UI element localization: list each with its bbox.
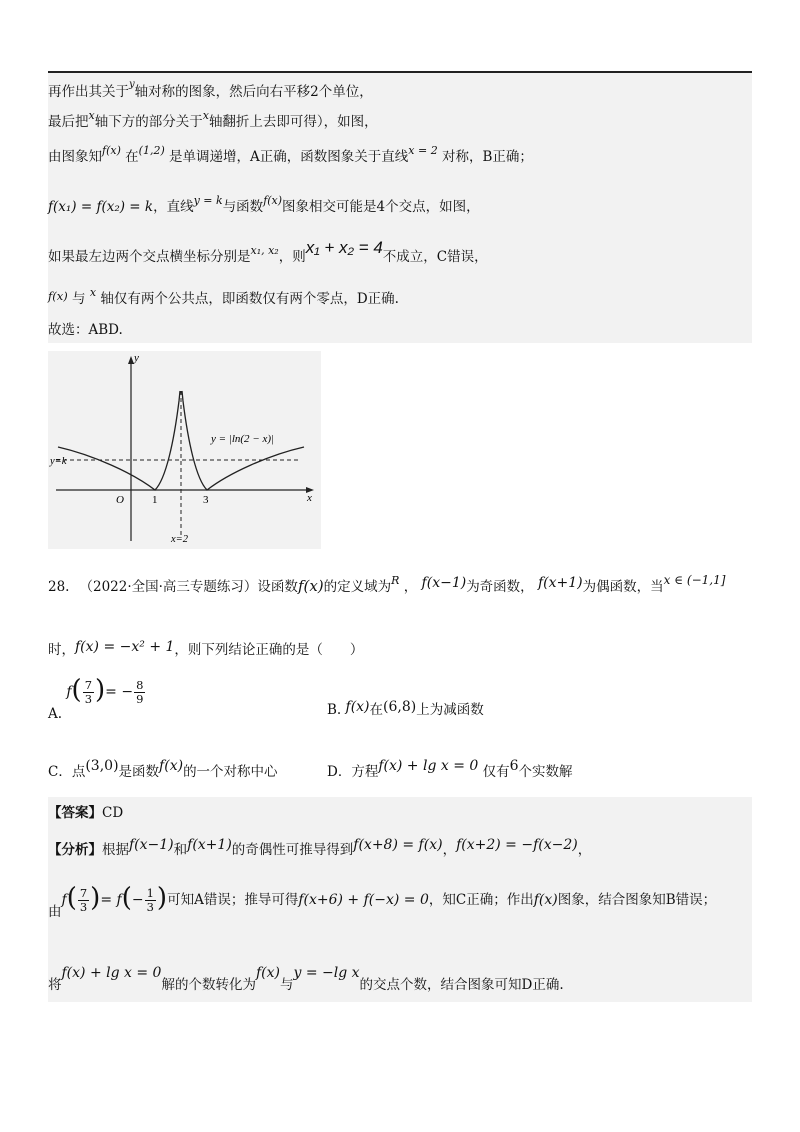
- solution-line-3: 由图象知$^{f(x)}$ 在$^{(1,2)}$ 是单调递增，A正确，函数图象关于直线$^{x = 2}$ 对称，B正确；: [48, 144, 533, 165]
- question-line-2: 时，f(x) = −x² + 1，则下列结论正确的是（ ）: [48, 639, 364, 658]
- graph-k-label: y=k: [50, 456, 67, 467]
- solution-line-6: f(x) 与 $^x$ 轴仅有两个公共点，即函数仅有两个零点，D正确.: [48, 286, 399, 307]
- fraction-7-3: $\frac{7}{3}$: [84, 677, 93, 706]
- fraction-1-3: $\frac{1}{3}$: [146, 885, 154, 914]
- option-a[interactable]: A. f( $\frac{7}{3}$ )= − $\frac{8}{9}$: [48, 675, 144, 722]
- top-rule: [48, 71, 752, 73]
- question-line-1: 28. （2022·全国·高三专题练习）设函数f(x)的定义域为$^R$ ， f(x−1)为奇函数， f(x+1)为偶函数，当x ∈ (−1,1]: [48, 573, 726, 595]
- choice-line: 故选：ABD.: [48, 322, 123, 338]
- solution-line-1: 再作出其关于$^y$轴对称的图象，然后向右平移2个单位，: [48, 79, 373, 100]
- graph-origin-label: O: [116, 494, 124, 506]
- fraction-7-3-b: $\frac{7}{3}$: [79, 885, 88, 914]
- option-c[interactable]: C．点(3,0)是函数f(x)的一个对称中心: [48, 758, 278, 780]
- fraction-8-9: $\frac{8}{9}$: [136, 677, 144, 706]
- function-graph: [48, 351, 321, 549]
- option-b[interactable]: B. f(x)在(6,8)上为减函数: [327, 699, 484, 718]
- solution-line-2: 最后把$^x$轴下方的部分关于$^x$轴翻折上去即可得），如图，: [48, 109, 378, 130]
- answer-line: 【答案】CD: [48, 805, 124, 821]
- graph-sym-label: x=2: [171, 534, 188, 545]
- option-d[interactable]: D．方程f(x) + lg x = 0 仅有6个实数解: [327, 758, 573, 780]
- solution-line-5: 如果最左边两个交点横坐标分别是$^{x_1, x_2}$，则x₁ + x₂ = 4不成立，C错误，: [48, 238, 488, 265]
- graph-func-label: y = |ln(2 − x)|: [211, 433, 275, 445]
- analysis-line-3: 将f(x) + lg x = 0解的个数转化为f(x)与y = −lg x的交点个数，结合图象可知D正确.: [48, 965, 564, 993]
- graph-y-label: y: [134, 352, 139, 364]
- analysis-line-1: 【分析】根据f(x−1)和f(x+1)的奇偶性可推导得到f(x+8) = f(x)，f(x+2) = −f(x−2)，: [48, 837, 592, 858]
- graph-x-label: x: [307, 492, 312, 504]
- graph-background: [48, 351, 321, 549]
- graph-tick-3: 3: [203, 494, 209, 506]
- analysis-line-2: 由f( $\frac{7}{3}$ )= f(− $\frac{1}{3}$ )可知A错误；推导可得f(x+6) + f(−x) = 0，知C正确；作出f(x)图象，结合图象知B错误；: [48, 883, 717, 920]
- graph-tick-1: 1: [152, 494, 158, 506]
- solution-line-4: f(x₁) = f(x₂) = k，直线$^{y = k}$与函数$^{f(x)}$图象相交可能是4个交点，如图，: [48, 194, 480, 215]
